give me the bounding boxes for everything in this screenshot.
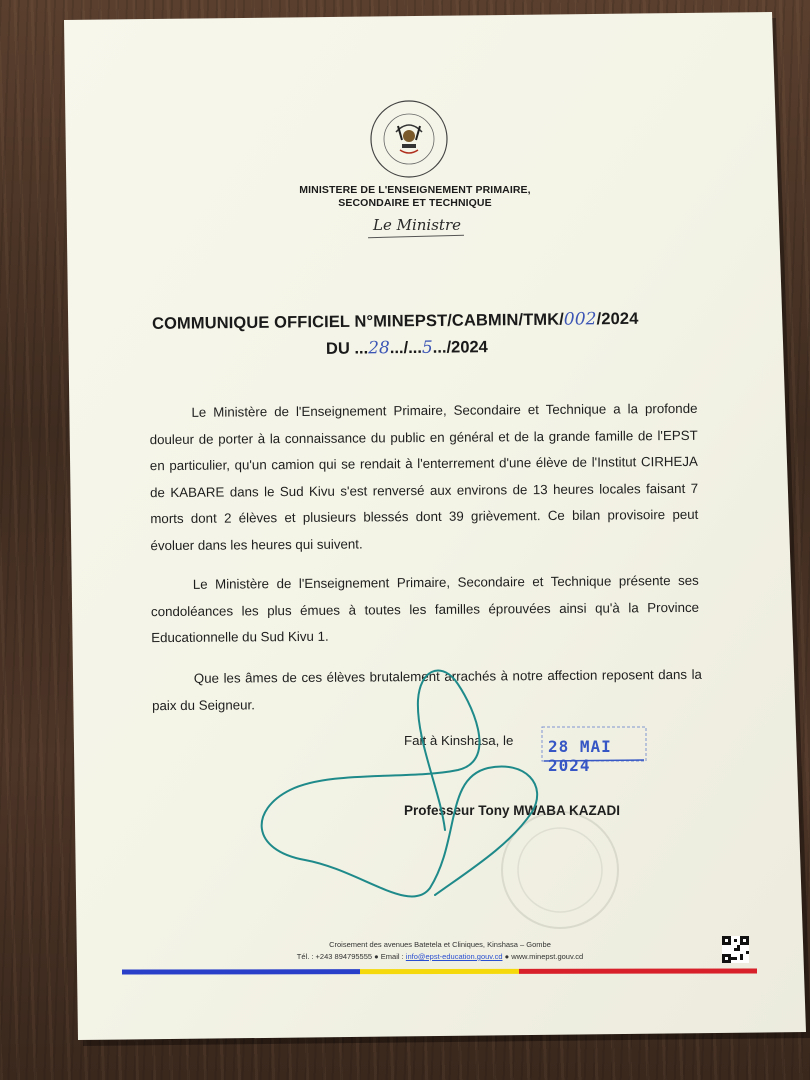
flag-red-band bbox=[519, 968, 757, 973]
title-prefix: COMMUNIQUE OFFICIEL N°MINEPST/CABMIN/TMK/ bbox=[151, 310, 564, 333]
handwritten-number: 002 bbox=[563, 309, 597, 330]
stamp-date-text: 28 MAI 2024 bbox=[548, 737, 612, 775]
date-prefix: DU bbox=[325, 339, 355, 358]
handwritten-day: 28 bbox=[368, 338, 390, 359]
communique-title bbox=[152, 308, 712, 334]
handwritten-month: 5 bbox=[421, 337, 433, 358]
flag-blue-band bbox=[122, 969, 360, 974]
ministry-line-2: SECONDAIRE ET TECHNIQUE bbox=[338, 197, 492, 209]
body-paragraph-1: Le Ministère de l'Enseignement Primaire, Secondaire et Technique a la profonde douleur de porter à la connaissance du public en général et de la grande famille de l'EPST en particulier, qu'un camion qui se rendait à l'enterrement d'une élève de l'Institut CIRHEJA de KABARE dans le Sud Kivu s'est renversé aux environs de 13 heures locales faisant 7 morts dont 2 élèves et plusieurs blessés dont 39 grièvement. Ce bilan provisoire peut évoluer dans les heures qui suivent. bbox=[149, 400, 699, 553]
place-of-signing: Fait à Kinshasa, le bbox=[404, 733, 514, 748]
footer-contact: Tél. : +243 894795555 ● Email : info@epst-education.gouv.cd ● www.minepst.gouv.cd bbox=[296, 952, 584, 961]
communique-date: DU ...28.../...5.../2024 bbox=[325, 337, 488, 359]
qr-code bbox=[722, 936, 749, 963]
footer-address: Croisement des avenues Batetela et Cliniques, Kinshasa – Gombe bbox=[329, 940, 551, 949]
footer-email-label: Email : bbox=[380, 952, 404, 961]
footer-email-link[interactable]: info@epst-education.gouv.cd bbox=[405, 952, 503, 961]
footer-website[interactable]: www.minepst.gouv.cd bbox=[511, 952, 584, 961]
office-underline bbox=[368, 235, 464, 239]
ministry-line-1: MINISTERE DE L'ENSEIGNEMENT PRIMAIRE, bbox=[299, 184, 531, 196]
flag-color-bar bbox=[122, 968, 757, 974]
office-title: Le Ministre bbox=[373, 216, 461, 234]
body-paragraph-2: Le Ministère de l'Enseignement Primaire, Secondaire et Technique présente ses condoléances les plus émues à toutes les familles éprouvées ainsi qu'à la Province Educationnelle du Sud Kivu 1. bbox=[150, 572, 700, 646]
date-suffix: /2024 bbox=[446, 338, 488, 357]
title-suffix: /2024 bbox=[596, 309, 639, 329]
signer-name: Professeur Tony MWABA KAZADI bbox=[404, 803, 621, 818]
body-paragraph-3: Que les âmes de ces élèves brutalement arrachés à notre affection reposent dans la paix du Seigneur. bbox=[152, 666, 702, 713]
date-stamp bbox=[540, 723, 650, 775]
footer-phone: Tél. : +243 894795555 bbox=[296, 952, 373, 961]
flag-yellow-band bbox=[360, 969, 519, 974]
ministry-name bbox=[250, 184, 580, 210]
republic-seal bbox=[366, 96, 452, 187]
